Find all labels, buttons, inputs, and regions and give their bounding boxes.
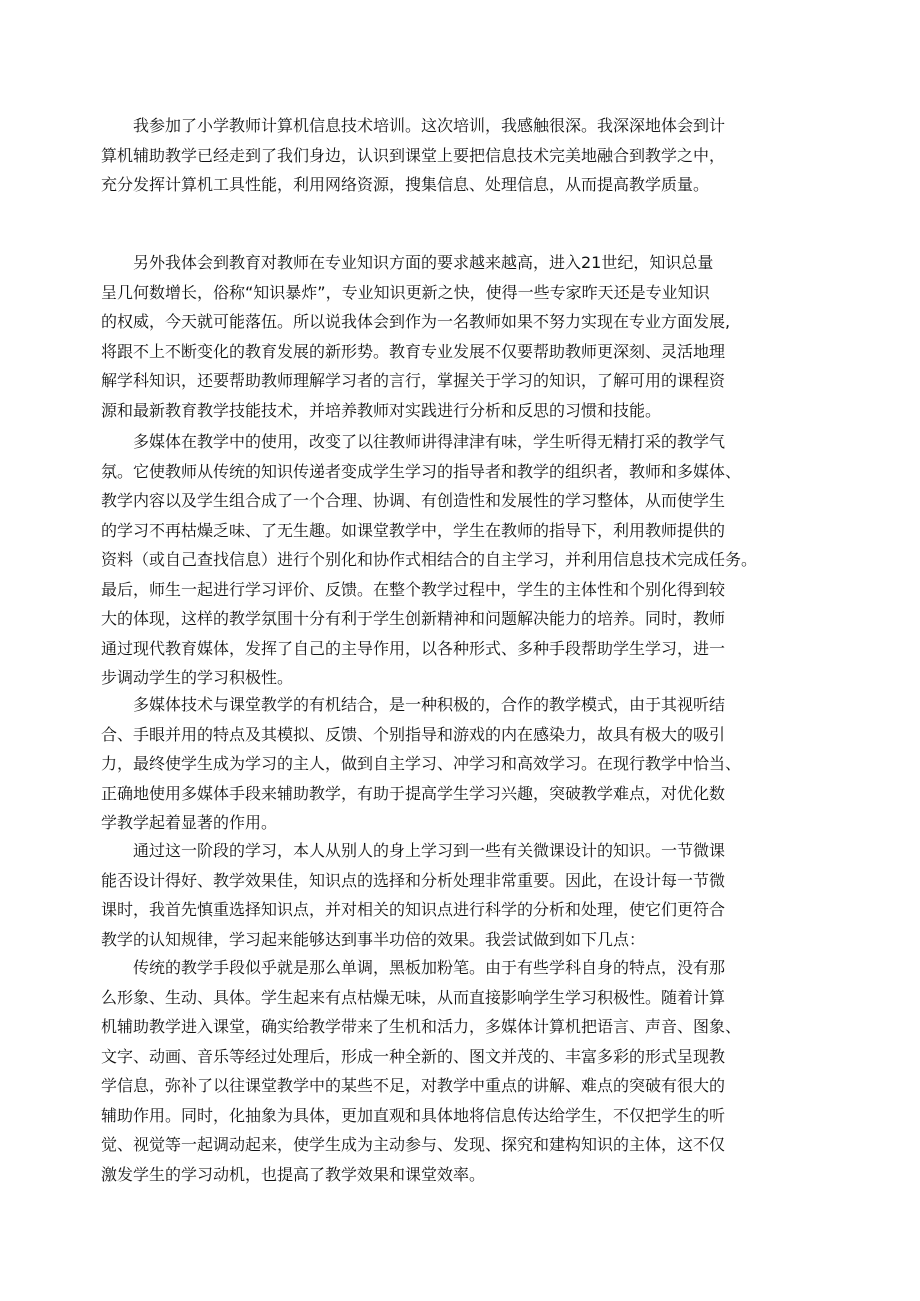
text-line: 学教学起着显著的作用。 — [101, 813, 278, 832]
text-line: 教学的认知规律，学习起来能够达到事半功倍的效果。我尝试做到如下几点： — [101, 929, 646, 949]
text-line: 正确地使用多媒体手段来辅助教学，有助于提高学生学习兴趣，突破教学难点，对优化数 — [101, 783, 726, 803]
text-line: 力，最终使学生成为学习的主人，做到自主学习、冲学习和高效学习。在现行教学中恰当、 — [101, 754, 742, 773]
text-line: 多媒体在教学中的使用，改变了以往教师讲得津津有味，学生听得无精打采的教学气 — [101, 432, 726, 451]
text-line: 课时，我首先慎重选择知识点，并对相关的知识点进行科学的分析和处理，使它们更符合 — [101, 900, 726, 919]
text-line: 的学习不再枯燥乏味、了无生趣。如课堂教学中，学生在教师的指导下，利用教师提供的 — [101, 520, 726, 540]
text-line: 么形象、生动、具体。学生起来有点枯燥无味，从而直接影响学生学习积极性。随着计算 — [101, 987, 726, 1007]
paragraph-6 — [101, 953, 791, 1189]
text-line: 将跟不上不断变化的教育发展的新形势。教育专业发展不仅要帮助教师更深刻、灵活地理 — [101, 341, 726, 361]
text-line: 觉、视觉等一起调动起来，使学生成为主动参与、发现、探究和建构知识的主体，这不仅 — [101, 1135, 726, 1154]
paragraph-4 — [101, 690, 791, 838]
text-line: 教学内容以及学生组合成了一个合理、协调、有创造性和发展性的学习整体，从而使学生 — [101, 491, 726, 510]
paragraph-2 — [101, 248, 791, 425]
text-line: 能否设计得好、教学效果佳，知识点的选择和分析处理非常重要。因此，在设计每一节微 — [101, 870, 726, 890]
text-line: 通过现代教育媒体，发挥了自己的主导作用，以各种形式、多种手段帮助学生学习，进一 — [101, 638, 726, 658]
text-line: 源和最新教育教学技能技术，并培养教师对实践进行分析和反思的习惯和技能。 — [101, 400, 662, 420]
text-line: 文字、动画、音乐等经过处理后，形成一种全新的、图文并茂的、丰富多彩的形式呈现教 — [101, 1046, 726, 1066]
text-line: 解学科知识，还要帮助教师理解学习者的言行，掌握关于学习的知识，了解可用的课程资 — [101, 371, 726, 390]
text-line: 大的体现，这样的教学氛围十分有利于学生创新精神和问题解决能力的培养。同时，教师 — [101, 609, 726, 628]
text-line: 充分发挥计算机工具性能，利用网络资源，搜集信息、处理信息，从而提高教学质量。 — [101, 175, 710, 194]
text-line: 另外我体会到教育对教师在专业知识方面的要求越来越高，进入21世纪，知识总量 — [101, 253, 714, 272]
text-line: 激发学生的学习动机，也提高了教学效果和课堂效率。 — [101, 1164, 486, 1184]
text-line: 多媒体技术与课堂教学的有机结合，是一种积极的，合作的教学模式，由于其视听结 — [101, 695, 726, 714]
text-line: 我参加了小学教师计算机信息技术培训。这次培训，我感触很深。我深深地体会到计 — [101, 116, 726, 135]
text-line: 步调动学生的学习积极性。 — [101, 668, 294, 687]
text-line: 氛。它使教师从传统的知识传递者变成学生学习的指导者和教学的组织者，教师和多媒体、 — [101, 461, 742, 481]
text-line: 算机辅助教学已经走到了我们身边，认识到课堂上要把信息技术完美地融合到教学之中， — [101, 145, 726, 165]
text-line: 辅助作用。同时，化抽象为具体，更加直观和具体地将信息传达给学生，不仅把学生的听 — [101, 1105, 726, 1125]
text-line: 合、手眼并用的特点及其模拟、反馈、个别指导和游戏的内在感染力，故具有极大的吸引 — [101, 724, 726, 744]
text-line: 资料（或自己查找信息）进行个别化和协作式相结合的自主学习，并利用信息技术完成任务。 — [101, 550, 758, 569]
paragraph-3 — [101, 427, 811, 693]
text-line: 学信息，弥补了以往课堂教学中的某些不足，对教学中重点的讲解、难点的突破有很大的 — [101, 1076, 726, 1095]
text-line: 通过这一阶段的学习，本人从别人的身上学习到一些有关微课设计的知识。一节微课 — [101, 841, 726, 860]
text-line: 最后，师生一起进行学习评价、反馈。在整个教学过程中，学生的主体性和个别化得到较 — [101, 579, 726, 599]
text-line: 机辅助教学进入课堂，确实给教学带来了生机和活力，多媒体计算机把语言、声音、图象、 — [101, 1017, 742, 1036]
text-line: 传统的教学手段似乎就是那么单调，黑板加粉笔。由于有些学科自身的特点，没有那 — [101, 958, 726, 977]
paragraph-5 — [101, 836, 791, 954]
text-line: 的权威，今天就可能落伍。所以说我体会到作为一名教师如果不努力实现在专业方面发展, — [101, 312, 731, 331]
text-line: 呈几何数增长，俗称“知识暴炸”，专业知识更新之快，使得一些专家昨天还是专业知识 — [101, 282, 710, 302]
paragraph-1 — [101, 111, 781, 200]
